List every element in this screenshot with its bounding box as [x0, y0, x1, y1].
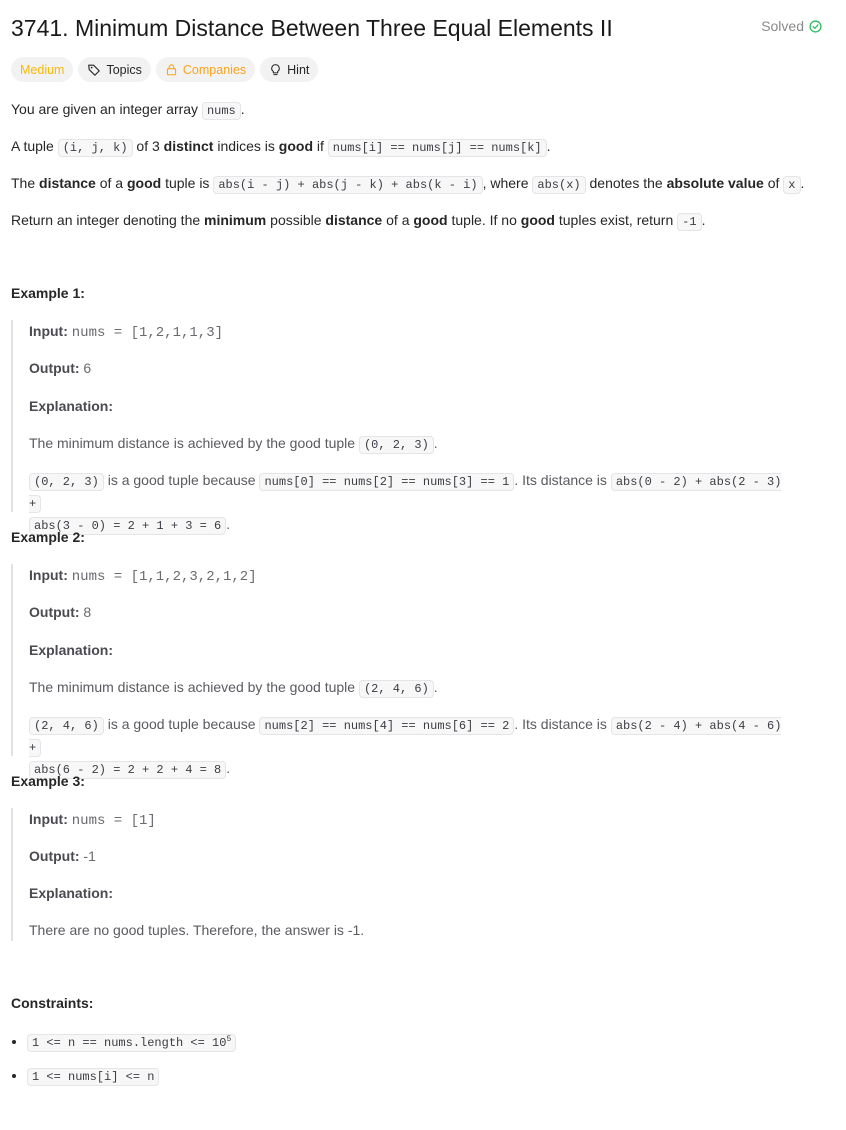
- example-1-block: [11, 320, 801, 533]
- constraint-code: [27, 1034, 236, 1052]
- output-value: 8: [83, 604, 92, 620]
- text: .: [433, 435, 438, 451]
- text: .: [433, 679, 438, 695]
- output-value: -1: [83, 848, 96, 864]
- hint-button[interactable]: [260, 57, 318, 82]
- text: indices is: [213, 138, 279, 154]
- tag-row: [11, 57, 318, 82]
- text: possible: [266, 212, 326, 228]
- code-abs: abs(x): [532, 176, 585, 194]
- tag-icon: [87, 63, 101, 77]
- code-tuple: (0, 2, 3): [359, 436, 434, 454]
- explanation-detail: [29, 470, 799, 536]
- text: if: [313, 138, 328, 154]
- constraint-text: 1 <= n == nums.length <= 10: [32, 1036, 227, 1050]
- code-condition: nums[i] == nums[j] == nums[k]: [328, 139, 547, 157]
- companies-button[interactable]: [156, 57, 255, 82]
- explanation-text: There are no good tuples. Therefore, the answer is -1.: [29, 922, 365, 938]
- difficulty-label: Medium: [20, 62, 65, 77]
- text: of a: [95, 175, 127, 191]
- bold-text: good: [278, 138, 314, 154]
- input-label: Input:: [29, 567, 68, 583]
- explanation-text: The minimum distance is achieved by the good tuple: [29, 679, 359, 695]
- text: You are given an integer array: [11, 101, 202, 117]
- bold-text: good: [520, 212, 555, 228]
- text: tuples exist, return: [554, 212, 678, 228]
- text: Return an integer denoting the: [11, 212, 205, 228]
- description-paragraph-3: [11, 173, 804, 195]
- constraint-code: 1 <= nums[i] <= n: [27, 1068, 159, 1086]
- text: of: [763, 175, 784, 191]
- companies-label: Companies: [182, 62, 247, 77]
- description-paragraph-1: [11, 99, 245, 121]
- example-3-heading: Example 3:: [11, 773, 85, 789]
- hint-label: Hint: [287, 62, 310, 77]
- code-equality: nums[0] == nums[2] == nums[3] == 1: [259, 473, 514, 491]
- text: , where: [482, 175, 533, 191]
- text: .: [701, 212, 706, 228]
- code-distance: abs(0 - 2) + abs(2 - 3) +: [29, 475, 782, 511]
- bold-text: good: [126, 175, 162, 191]
- example-3-block: [11, 808, 801, 941]
- explanation-label: Explanation:: [29, 398, 114, 414]
- topics-button[interactable]: [78, 57, 150, 82]
- code-minus-one: -1: [677, 213, 701, 231]
- output-label: Output:: [29, 360, 80, 376]
- code-tuple: (0, 2, 3): [29, 473, 104, 491]
- text: .: [240, 101, 245, 117]
- code-tuple: (i, j, k): [58, 139, 133, 157]
- lock-icon: [165, 63, 178, 76]
- topics-label: Topics: [106, 62, 142, 77]
- bold-text: distance: [39, 175, 96, 191]
- output-value: 6: [83, 360, 92, 376]
- text: denotes the: [585, 175, 667, 191]
- example-2-block: [11, 564, 801, 777]
- input-label: Input:: [29, 323, 68, 339]
- text: A tuple: [11, 138, 58, 154]
- solved-label: Solved: [761, 18, 804, 34]
- code-nums: nums: [202, 102, 241, 120]
- text: is a good tuple because: [103, 472, 260, 488]
- text: .: [226, 760, 231, 776]
- code-distance: abs(i - j) + abs(j - k) + abs(k - i): [213, 176, 482, 194]
- text: .: [800, 175, 805, 191]
- bold-text: good: [413, 212, 448, 228]
- code-distance: abs(3 - 0) = 2 + 1 + 3 = 6: [29, 517, 226, 535]
- title-row: [11, 12, 822, 44]
- code-equality: nums[2] == nums[4] == nums[6] == 2: [259, 717, 514, 735]
- text: The: [11, 175, 40, 191]
- code-distance: abs(2 - 4) + abs(4 - 6) +: [29, 719, 782, 755]
- text: of 3: [132, 138, 164, 154]
- difficulty-tag: [11, 57, 73, 82]
- text: .: [226, 516, 231, 532]
- code-tuple: (2, 4, 6): [29, 717, 104, 735]
- solved-status: [761, 18, 822, 34]
- explanation-detail: [29, 714, 799, 780]
- output-label: Output:: [29, 604, 80, 620]
- code-distance: abs(6 - 2) = 2 + 2 + 4 = 8: [29, 761, 226, 779]
- list-item: [27, 1065, 236, 1087]
- explanation-text: The minimum distance is achieved by the good tuple: [29, 435, 359, 451]
- bold-text: distinct: [163, 138, 214, 154]
- bold-text: distance: [325, 212, 383, 228]
- description-paragraph-2: [11, 136, 551, 158]
- list-item: [27, 1030, 236, 1053]
- example-2-heading: Example 2:: [11, 529, 85, 545]
- input-value: nums = [1]: [71, 813, 156, 829]
- text: tuple. If no: [447, 212, 521, 228]
- constraints-heading: Constraints:: [11, 995, 94, 1011]
- code-tuple: (2, 4, 6): [359, 680, 434, 698]
- code-x: x: [783, 176, 800, 194]
- text: is a good tuple because: [103, 716, 260, 732]
- description-paragraph-4: [11, 210, 705, 232]
- input-value: nums = [1,1,2,3,2,1,2]: [71, 569, 257, 585]
- text: of a: [382, 212, 414, 228]
- output-label: Output:: [29, 848, 80, 864]
- problem-title[interactable]: 3741. Minimum Distance Between Three Equal Elements II: [11, 15, 613, 41]
- lightbulb-icon: [269, 63, 282, 77]
- bold-text: minimum: [204, 212, 267, 228]
- input-label: Input:: [29, 811, 68, 827]
- example-1-heading: Example 1:: [11, 285, 85, 301]
- text: . Its distance is: [514, 472, 611, 488]
- explanation-label: Explanation:: [29, 885, 114, 901]
- text: . Its distance is: [514, 716, 611, 732]
- check-circle-icon: [809, 20, 822, 33]
- constraints-list: [11, 1030, 236, 1099]
- superscript: 5: [226, 1035, 232, 1044]
- text: tuple is: [161, 175, 214, 191]
- text: .: [546, 138, 551, 154]
- bold-text: absolute value: [666, 175, 764, 191]
- input-value: nums = [1,2,1,1,3]: [71, 325, 223, 341]
- explanation-label: Explanation:: [29, 642, 114, 658]
